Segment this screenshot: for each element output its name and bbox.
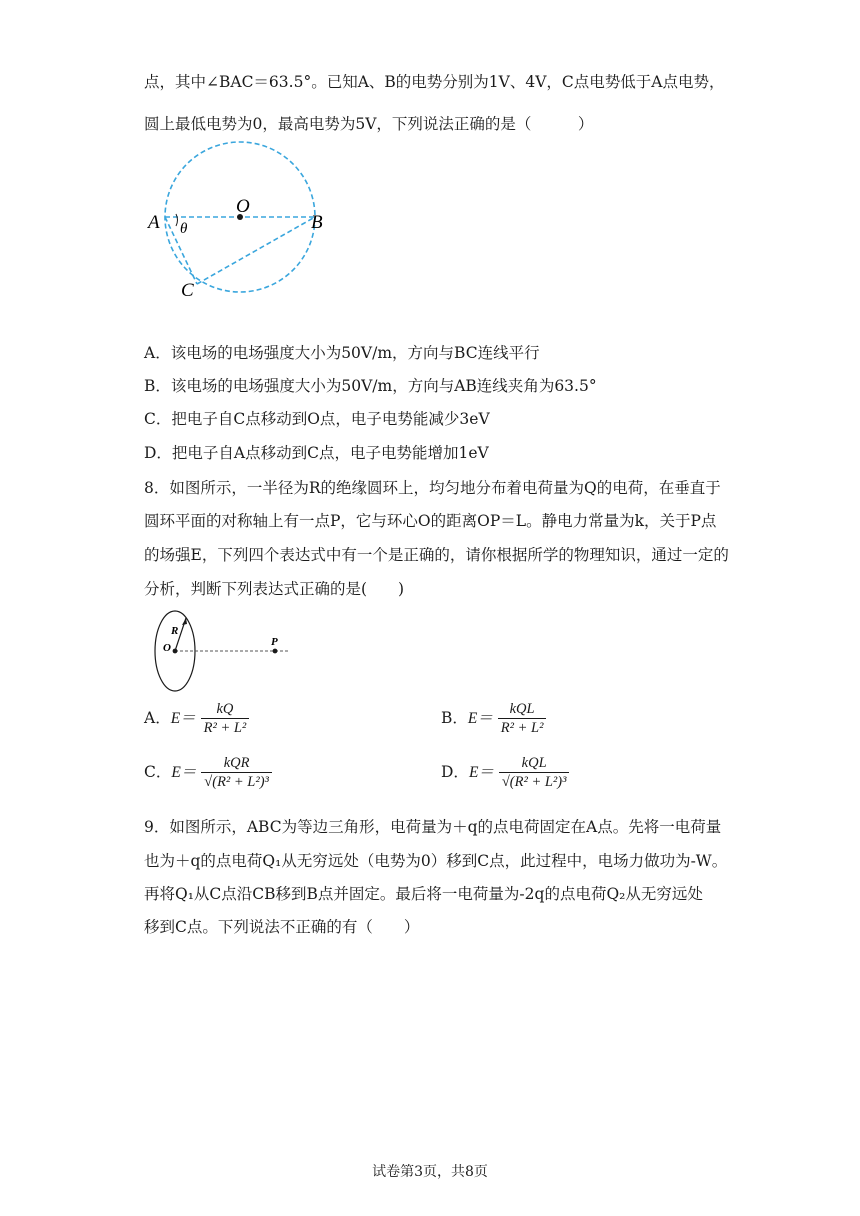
- option-lhs: E＝: [467, 710, 493, 727]
- option-prefix: A．: [144, 709, 171, 727]
- q7-option-c: C．把电子自C点移动到O点，电子电势能减少3eV: [144, 410, 490, 428]
- option-lhs: E＝: [468, 764, 494, 781]
- q8-text-line-1: 8．如图所示，一半径为R的绝缘圆环上，均匀地分布着电荷量为Q的电荷，在垂直于: [144, 479, 721, 497]
- numerator: kQ: [201, 701, 250, 719]
- q8-text-line-2: 圆环平面的对称轴上有一点P，它与环心O的距离OP＝L。静电力常量为k，关于P点: [144, 512, 717, 530]
- denominator: R² + L²: [500, 720, 544, 736]
- q8-ring-figure: [150, 608, 295, 696]
- label-P: P: [271, 636, 278, 648]
- label-O: O: [163, 642, 171, 654]
- denominator: √(R² + L²)³: [501, 774, 567, 790]
- q9-text-line-1: 9．如图所示，ABC为等边三角形，电荷量为＋q的点电荷固定在A点。先将一电荷量: [144, 818, 722, 836]
- option-lhs: E＝: [170, 710, 196, 727]
- chord-CB: [197, 217, 315, 284]
- denominator: R² + L²: [203, 720, 247, 736]
- option-prefix: B．: [441, 709, 468, 727]
- option-prefix: D．: [441, 763, 469, 781]
- q8-option-b: [441, 701, 546, 737]
- q8-option-c: [144, 755, 272, 791]
- label-O: O: [236, 196, 250, 217]
- ring-center-O: [173, 649, 178, 654]
- q7-option-b: B．该电场的电场强度大小为50V/m，方向与AB连线夹角为63.5°: [144, 377, 597, 395]
- angle-arc: [176, 214, 178, 226]
- q7-option-d: D．把电子自A点移动到C点，电子电势能增加1eV: [144, 444, 489, 462]
- q8-option-a: [144, 701, 249, 737]
- q8-text-line-3: 的场强E，下列四个表达式中有一个是正确的，请你根据所学的物理知识，通过一定的: [144, 546, 729, 564]
- page-footer: 试卷第3页，共8页: [372, 1164, 488, 1180]
- label-R: R: [171, 625, 179, 637]
- q7-text-line-1: 点，其中∠BAC＝63.5°。已知A、B的电势分别为1V、4V，C点电势低于A点电势，: [144, 73, 725, 91]
- label-C: C: [181, 280, 194, 301]
- q8-option-d: [441, 755, 569, 791]
- label-theta: θ: [180, 221, 188, 237]
- fraction: [201, 755, 272, 791]
- numerator: kQL: [498, 701, 547, 719]
- q9-text-line-3: 再将Q₁从C点沿CB移到B点并固定。最后将一电荷量为-2q的点电荷Q₂从无穷远处: [144, 885, 703, 903]
- option-prefix: C．: [144, 763, 172, 781]
- denominator: √(R² + L²)³: [204, 774, 269, 790]
- q7-option-a: A．该电场的电场强度大小为50V/m，方向与BC连线平行: [144, 344, 540, 362]
- label-A: A: [148, 212, 160, 233]
- label-B: B: [311, 212, 323, 233]
- point-P: [273, 649, 278, 654]
- numerator: kQR: [201, 755, 272, 773]
- numerator: kQL: [499, 755, 570, 773]
- q7-text-line-2: 圆上最低电势为0，最高电势为5V，下列说法正确的是（ ）: [144, 115, 594, 133]
- q9-text-line-4: 移到C点。下列说法不正确的有（ ）: [144, 918, 420, 936]
- fraction: [201, 701, 250, 737]
- fraction: [499, 755, 570, 791]
- fraction: [498, 701, 547, 737]
- q9-text-line-2: 也为＋q的点电荷Q₁从无穷远处（电势为0）移到C点，此过程中，电场力做功为-W。: [144, 852, 728, 870]
- q7-circle-figure: [140, 140, 340, 305]
- q8-text-line-4: 分析，判断下列表达式正确的是( ): [144, 580, 405, 598]
- option-lhs: E＝: [171, 764, 197, 781]
